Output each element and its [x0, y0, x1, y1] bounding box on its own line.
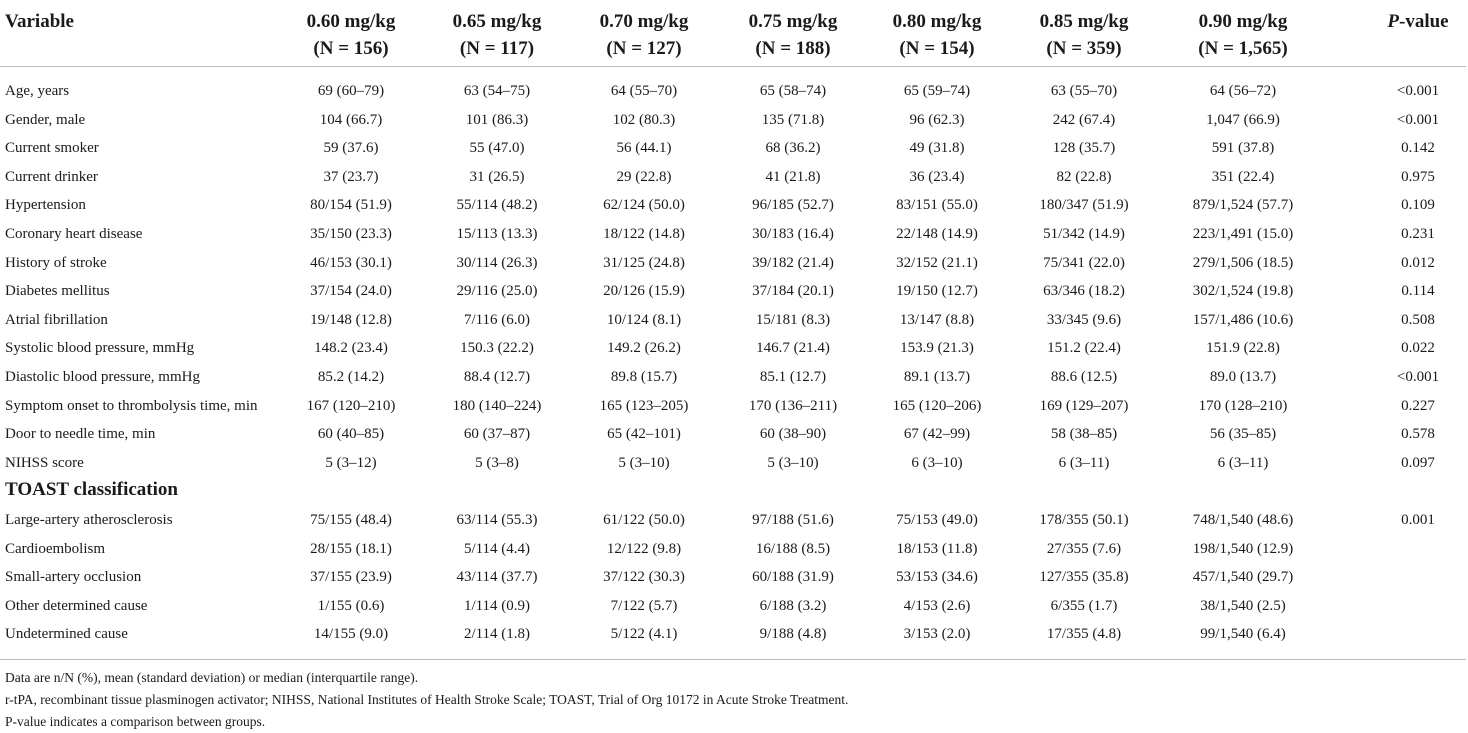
- cell-value: 146.7 (21.4): [756, 340, 830, 357]
- cell-value: 31/125 (24.8): [603, 254, 685, 271]
- cell-value: 150.3 (22.2): [460, 340, 534, 357]
- cell-value: 18/153 (11.8): [896, 540, 978, 557]
- header-n: (N = 154): [899, 38, 975, 59]
- cell-value: 10/124 (8.1): [606, 311, 682, 328]
- cell-value: 101 (86.3): [465, 111, 529, 128]
- table-row: [0, 563, 1468, 591]
- cell-value: 49 (31.8): [909, 140, 965, 157]
- cell-value: 75/155 (48.4): [310, 512, 392, 528]
- header-dose: 0.80 mg/kg: [892, 11, 982, 32]
- header-n: (N = 127): [606, 38, 682, 59]
- cell-value: 13/147 (8.8): [899, 311, 975, 328]
- cell-value: 180 (140–224): [452, 397, 542, 414]
- cell-value: 165 (120–206): [892, 397, 982, 414]
- row-label: Coronary heart disease: [5, 226, 143, 242]
- row-label: Age, years: [5, 83, 70, 99]
- cell-value: 75/341 (22.0): [1043, 254, 1125, 271]
- header-group-3: [569, 8, 719, 62]
- table-row: [0, 535, 1468, 563]
- row-label: Cardioembolism: [5, 540, 105, 557]
- row-label: Systolic blood pressure, mmHg: [5, 340, 195, 357]
- row-label: Symptom onset to thrombolysis time, min: [5, 397, 258, 414]
- table-footnotes: [5, 667, 848, 733]
- cell-pvalue: 0.001: [1401, 512, 1435, 528]
- cell-value: 30/114 (26.3): [456, 254, 538, 271]
- cell-value: 97/188 (51.6): [752, 512, 834, 528]
- table-row: [0, 592, 1468, 620]
- cell-value: 63 (55–70): [1050, 83, 1118, 99]
- cell-value: 61/122 (50.0): [603, 512, 685, 528]
- cell-value: 165 (123–205): [599, 397, 689, 414]
- header-dose: 0.85 mg/kg: [1039, 11, 1129, 32]
- cell-value: 5 (3–10): [618, 454, 670, 471]
- cell-pvalue: <0.001: [1396, 111, 1440, 128]
- cell-value: 56 (44.1): [616, 140, 672, 157]
- table-row: [0, 334, 1468, 362]
- cell-value: 62/124 (50.0): [603, 197, 685, 214]
- cell-value: 63/346 (18.2): [1043, 283, 1125, 300]
- cell-value: 30/183 (16.4): [752, 226, 834, 242]
- cell-value: 68 (36.2): [765, 140, 821, 157]
- table-row: [0, 249, 1468, 277]
- cell-value: 4/153 (2.6): [903, 597, 971, 614]
- cell-value: 1,047 (66.9): [1206, 111, 1280, 128]
- table-row: [0, 420, 1468, 448]
- cell-value: 7/122 (5.7): [610, 597, 678, 614]
- cell-value: 83/151 (55.0): [896, 197, 978, 214]
- cell-value: 148.2 (23.4): [314, 340, 388, 357]
- cell-value: 149.2 (26.2): [607, 340, 681, 357]
- cell-pvalue: 0.142: [1401, 140, 1435, 157]
- cell-value: 198/1,540 (12.9): [1192, 540, 1294, 557]
- row-label: Undetermined cause: [5, 626, 128, 643]
- header-group-7: [1168, 8, 1318, 62]
- cell-value: 29 (22.8): [616, 168, 672, 185]
- cell-value: 60/188 (31.9): [752, 569, 834, 586]
- header-n: (N = 188): [755, 38, 831, 59]
- cell-value: 37/184 (20.1): [752, 283, 834, 300]
- table-row: [0, 449, 1468, 477]
- cell-value: 170 (136–211): [748, 397, 838, 414]
- row-label: Hypertension: [5, 197, 86, 214]
- row-label: Door to needle time, min: [5, 426, 156, 443]
- cell-value: 102 (80.3): [612, 111, 676, 128]
- cell-value: 65 (59–74): [903, 83, 971, 99]
- cell-value: 9/188 (4.8): [759, 626, 827, 643]
- cell-value: 96/185 (52.7): [752, 197, 834, 214]
- cell-value: 157/1,486 (10.6): [1192, 311, 1294, 328]
- cell-value: 16/188 (8.5): [755, 540, 831, 557]
- footnote: P-value indicates a comparison between groups.: [5, 714, 266, 729]
- cell-value: 5 (3–8): [475, 454, 519, 471]
- header-pvalue-p: P: [1387, 11, 1399, 32]
- cell-value: 89.0 (13.7): [1209, 369, 1277, 385]
- cell-pvalue: <0.001: [1396, 369, 1440, 385]
- cell-value: 1/114 (0.9): [463, 597, 531, 614]
- row-label: Diabetes mellitus: [5, 283, 110, 300]
- table-row: [0, 106, 1468, 134]
- header-n: (N = 1,565): [1198, 38, 1288, 59]
- cell-value: 63 (54–75): [463, 83, 531, 99]
- table-row: [0, 220, 1468, 248]
- cell-pvalue: <0.001: [1396, 83, 1440, 99]
- cell-value: 127/355 (35.8): [1039, 569, 1129, 586]
- cell-value: 3/153 (2.0): [903, 626, 971, 643]
- cell-value: 89.1 (13.7): [903, 369, 971, 385]
- cell-value: 22/148 (14.9): [896, 226, 978, 242]
- cell-value: 65 (58–74): [759, 83, 827, 99]
- cell-value: 19/150 (12.7): [896, 283, 978, 300]
- cell-value: 85.2 (14.2): [317, 369, 385, 385]
- cell-pvalue: 0.097: [1401, 454, 1435, 471]
- header-n: (N = 359): [1046, 38, 1122, 59]
- table-row: [0, 277, 1468, 305]
- header-dose: 0.70 mg/kg: [599, 11, 689, 32]
- row-label: History of stroke: [5, 254, 107, 271]
- header-pvalue-rest: -value: [1399, 11, 1449, 32]
- cell-pvalue: 0.508: [1401, 311, 1435, 328]
- cell-value: 6 (3–10): [911, 454, 963, 471]
- row-label: NIHSS score: [5, 454, 84, 471]
- cell-value: 5/114 (4.4): [463, 540, 531, 557]
- header-variable: Variable: [5, 11, 74, 32]
- cell-value: 151.2 (22.4): [1047, 340, 1121, 357]
- cell-value: 99/1,540 (6.4): [1200, 626, 1286, 643]
- table-row: [0, 77, 1468, 105]
- cell-value: 60 (38–90): [759, 426, 827, 443]
- cell-value: 31 (26.5): [469, 168, 525, 185]
- header-group-6: [1009, 8, 1159, 62]
- header-group-5: [862, 8, 1012, 62]
- cell-pvalue: 0.975: [1401, 168, 1435, 185]
- cell-value: 15/181 (8.3): [755, 311, 831, 328]
- cell-value: 85.1 (12.7): [759, 369, 827, 385]
- header-group-1: [276, 8, 426, 62]
- cell-pvalue: 0.109: [1401, 197, 1435, 214]
- table-row: [0, 363, 1468, 391]
- cell-value: 242 (67.4): [1052, 111, 1116, 128]
- row-label: Other determined cause: [5, 597, 148, 614]
- cell-value: 60 (40–85): [317, 426, 385, 443]
- cell-value: 19/148 (12.8): [310, 311, 392, 328]
- cell-value: 82 (22.8): [1056, 168, 1112, 185]
- header-group-2: [422, 8, 572, 62]
- footnote: Data are n/N (%), mean (standard deviation) or median (interquartile range).: [5, 670, 419, 685]
- cell-value: 12/122 (9.8): [606, 540, 682, 557]
- cell-value: 60 (37–87): [463, 426, 531, 443]
- cell-value: 38/1,540 (2.5): [1200, 597, 1286, 614]
- cell-pvalue: 0.227: [1401, 397, 1435, 414]
- cell-value: 180/347 (51.9): [1039, 197, 1129, 214]
- cell-value: 748/1,540 (48.6): [1192, 512, 1294, 528]
- row-label: Gender, male: [5, 111, 86, 128]
- cell-value: 170 (128–210): [1198, 397, 1288, 414]
- row-label: Small-artery occlusion: [5, 569, 142, 586]
- cell-value: 65 (42–101): [607, 426, 681, 443]
- cell-value: 51/342 (14.9): [1043, 226, 1125, 242]
- cell-value: 169 (129–207): [1039, 397, 1129, 414]
- footnote: r-tPA, recombinant tissue plasminogen activator; NIHSS, National Institutes of Health Stroke Scale; TOAST, Trial of Org 10172 in Acute Stroke Treatment.: [5, 692, 849, 707]
- cell-value: 37 (23.7): [323, 168, 379, 185]
- cell-value: 33/345 (9.6): [1046, 311, 1122, 328]
- cell-value: 17/355 (4.8): [1046, 626, 1122, 643]
- cell-value: 135 (71.8): [761, 111, 825, 128]
- cell-value: 302/1,524 (19.8): [1192, 283, 1294, 300]
- row-label: Large-artery atherosclerosis: [5, 512, 173, 528]
- cell-value: 591 (37.8): [1211, 140, 1275, 157]
- table-row: [0, 134, 1468, 162]
- cell-value: 18/122 (14.8): [603, 226, 685, 242]
- cell-value: 88.6 (12.5): [1050, 369, 1118, 385]
- row-label: Diastolic blood pressure, mmHg: [5, 369, 200, 385]
- table-header: [0, 0, 1468, 66]
- row-label: Atrial fibrillation: [5, 311, 108, 328]
- cell-value: 39/182 (21.4): [752, 254, 834, 271]
- cell-value: 5 (3–12): [325, 454, 377, 471]
- cell-value: 64 (56–72): [1209, 83, 1277, 99]
- cell-pvalue: 0.578: [1401, 426, 1435, 443]
- table-bottom-rule: [0, 659, 1466, 660]
- cell-value: 88.4 (12.7): [463, 369, 531, 385]
- cell-value: 457/1,540 (29.7): [1192, 569, 1294, 586]
- cell-value: 29/116 (25.0): [456, 283, 538, 300]
- cell-value: 37/122 (30.3): [603, 569, 685, 586]
- header-dose: 0.65 mg/kg: [452, 11, 542, 32]
- cell-value: 178/355 (50.1): [1039, 512, 1129, 528]
- cell-value: 151.9 (22.8): [1206, 340, 1280, 357]
- cell-value: 43/114 (37.7): [456, 569, 538, 586]
- cell-value: 69 (60–79): [317, 83, 385, 99]
- row-label: Current smoker: [5, 140, 99, 157]
- header-dose: 0.75 mg/kg: [748, 11, 838, 32]
- cell-value: 41 (21.8): [765, 168, 821, 185]
- cell-value: 6 (3–11): [1058, 454, 1110, 471]
- cell-value: 279/1,506 (18.5): [1192, 254, 1294, 271]
- cell-value: 59 (37.6): [323, 140, 379, 157]
- cell-value: 96 (62.3): [909, 111, 965, 128]
- cell-value: 56 (35–85): [1209, 426, 1277, 443]
- table-row: [0, 620, 1468, 648]
- cell-value: 6 (3–11): [1217, 454, 1269, 471]
- table-row: [0, 191, 1468, 219]
- cell-pvalue: 0.231: [1401, 226, 1435, 242]
- cell-value: 5 (3–10): [767, 454, 819, 471]
- cell-value: 5/122 (4.1): [610, 626, 678, 643]
- cell-value: 28/155 (18.1): [310, 540, 392, 557]
- header-dose: 0.90 mg/kg: [1198, 11, 1288, 32]
- cell-value: 7/116 (6.0): [463, 311, 531, 328]
- cell-value: 879/1,524 (57.7): [1192, 197, 1294, 214]
- cell-value: 27/355 (7.6): [1046, 540, 1122, 557]
- cell-pvalue: 0.114: [1401, 283, 1435, 300]
- cell-value: 36 (23.4): [909, 168, 965, 185]
- cell-value: 46/153 (30.1): [310, 254, 392, 271]
- cell-value: 1/155 (0.6): [317, 597, 385, 614]
- cell-value: 55 (47.0): [469, 140, 525, 157]
- header-dose: 0.60 mg/kg: [306, 11, 396, 32]
- table-row: [0, 163, 1468, 191]
- cell-value: 351 (22.4): [1211, 168, 1275, 185]
- cell-value: 80/154 (51.9): [310, 197, 392, 214]
- cell-value: 35/150 (23.3): [310, 226, 392, 242]
- cell-value: 104 (66.7): [319, 111, 383, 128]
- cell-value: 63/114 (55.3): [456, 512, 538, 528]
- cell-value: 128 (35.7): [1052, 140, 1116, 157]
- cell-value: 64 (55–70): [610, 83, 678, 99]
- table-row: [0, 392, 1468, 420]
- header-n: (N = 156): [313, 38, 389, 59]
- cell-value: 223/1,491 (15.0): [1192, 226, 1294, 242]
- row-label: Current drinker: [5, 168, 98, 185]
- header-group-4: [718, 8, 868, 62]
- cell-value: 167 (120–210): [306, 397, 396, 414]
- cell-value: 75/153 (49.0): [896, 512, 978, 528]
- cell-value: 37/155 (23.9): [310, 569, 392, 586]
- cell-value: 15/113 (13.3): [456, 226, 538, 242]
- header-pvalue: [1358, 8, 1468, 35]
- cell-value: 153.9 (21.3): [900, 340, 974, 357]
- cell-value: 89.8 (15.7): [610, 369, 678, 385]
- cell-value: 6/355 (1.7): [1050, 597, 1118, 614]
- table-row: [0, 306, 1468, 334]
- cell-pvalue: 0.012: [1401, 254, 1435, 271]
- header-n: (N = 117): [459, 38, 535, 59]
- cell-value: 67 (42–99): [903, 426, 971, 443]
- header-bottom-rule: [0, 66, 1466, 67]
- cell-pvalue: 0.022: [1401, 340, 1435, 357]
- cell-value: 37/154 (24.0): [310, 283, 392, 300]
- cell-value: 6/188 (3.2): [759, 597, 827, 614]
- table-row: [0, 506, 1468, 534]
- cell-value: 58 (38–85): [1050, 426, 1118, 443]
- cell-value: 53/153 (34.6): [896, 569, 978, 586]
- cell-value: 20/126 (15.9): [603, 283, 685, 300]
- section-heading-toast: TOAST classification: [5, 479, 178, 501]
- cell-value: 14/155 (9.0): [313, 626, 389, 643]
- cell-value: 2/114 (1.8): [463, 626, 531, 643]
- cell-value: 32/152 (21.1): [896, 254, 978, 271]
- cell-value: 55/114 (48.2): [456, 197, 538, 214]
